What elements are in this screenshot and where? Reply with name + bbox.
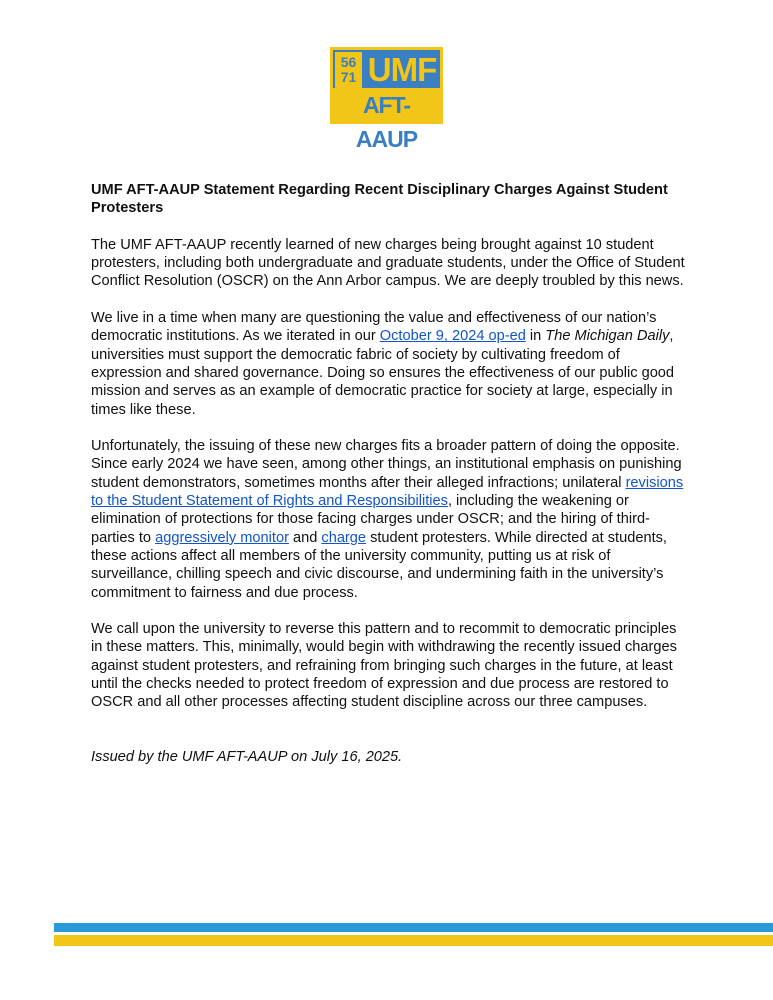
paragraph-2-text-3: , universities must support the democratic fabric of society by cultivating freedom of expression and shared governance. Doing so ensures the effectiveness of our public good mission and serves as an example of democratic practice for society at large, especially in times like these. bbox=[91, 328, 675, 418]
paragraph-3-text-3: and bbox=[288, 529, 322, 546]
issued-date-line: Issued by the UMF AFT-AAUP on July 16, 2025. bbox=[91, 749, 403, 766]
aggressively-monitor-link[interactable]: aggressively monitor bbox=[155, 529, 289, 546]
paragraph-1: The UMF AFT-AAUP recently learned of new charges being brought against 10 student protesters, including both undergraduate and graduate students, under the Office of Student Conflict Resolution (OSCR) on the Ann Arbor campus. We are deeply troubled by this news. bbox=[91, 236, 685, 290]
paragraph-4: We call upon the university to reverse this pattern and to recommit to democratic principles in these matters. This, minimally, would begin with withdrawing the recently issued charges against student protesters, and refraining from bringing such charges in the future, at least until the checks needed to protect freedom of expression and due process are restored to OSCR and all other processes affecting student discipline across our three campuses. bbox=[91, 621, 677, 711]
logo-local-number bbox=[335, 52, 362, 88]
op-ed-link[interactable]: October 9, 2024 op-ed bbox=[379, 328, 526, 345]
footer-blue-stripe bbox=[54, 923, 773, 932]
paragraph-2-text-2: in bbox=[525, 328, 546, 345]
footer-yellow-stripe bbox=[54, 935, 773, 946]
charge-link[interactable]: charge bbox=[321, 529, 367, 546]
paragraph-3 bbox=[91, 437, 691, 602]
paragraph-3-text-1: Unfortunately, the issuing of these new charges fits a broader pattern of doing the opposite. Since early 2024 we have seen, among other things, an institutional emphasis on punishing student demonstrators, sometimes months after their alleged infractions; unilateral bbox=[91, 438, 682, 491]
paragraph-3-text-4: student protesters. While directed at students, these actions affect all members of the university community, putting us at risk of surveillance, chilling speech and civic discourse, and undermining faith in the university’s commitment to fairness and due process. bbox=[91, 529, 667, 601]
revisions-link[interactable]: revisions to the Student Statement of Rights and Responsibilities bbox=[91, 474, 684, 510]
paragraph-3-text-2: , including the weakening or elimination of protections for those facing charges under OSCR; and the hiring of third-parties to bbox=[91, 493, 650, 546]
statement-body bbox=[91, 181, 691, 785]
logo-local-number-top: 56 bbox=[340, 54, 357, 70]
paragraph-2-text-1: We live in a time when many are questioning the value and effectiveness of our nation’s democratic institutions. As we iterated in our bbox=[91, 310, 657, 345]
logo-affiliation-text: AFT-AAUP bbox=[333, 88, 440, 121]
logo-local-number-bottom: 71 bbox=[340, 69, 357, 85]
logo-umf-text: UMF bbox=[367, 51, 437, 88]
paragraph-2 bbox=[91, 309, 691, 419]
umf-aft-aaup-logo bbox=[330, 47, 443, 152]
statement-title: UMF AFT-AAUP Statement Regarding Recent Disciplinary Charges Against Student Protesters bbox=[91, 182, 668, 217]
publication-name: The Michigan Daily bbox=[545, 328, 670, 345]
